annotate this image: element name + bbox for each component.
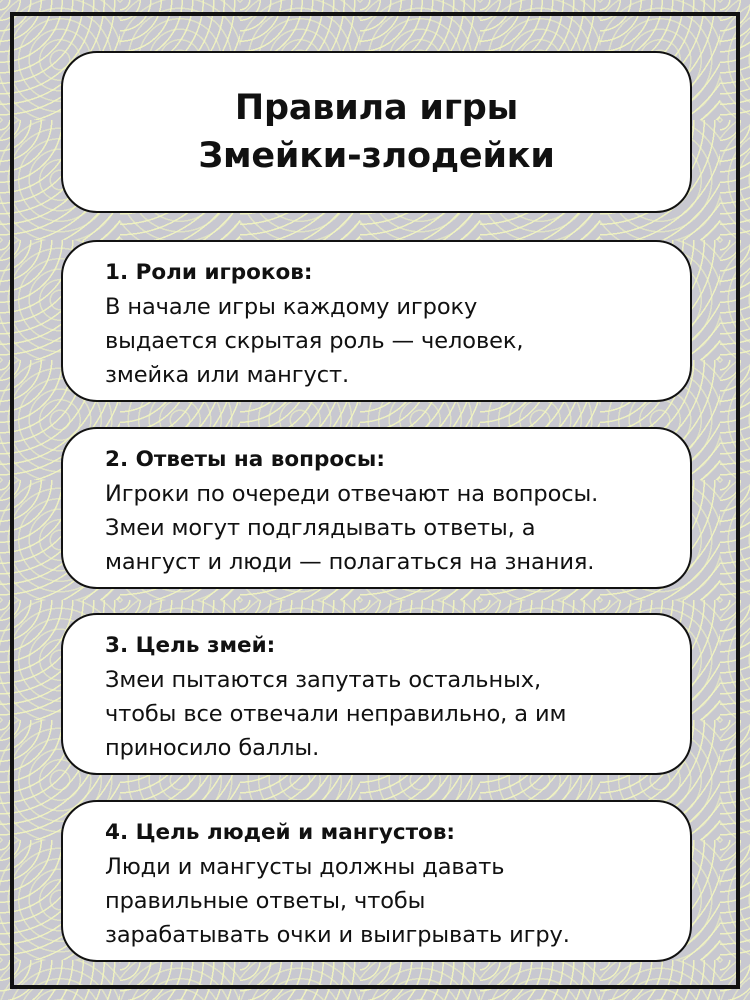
rule-text-line: правильные ответы, чтобы	[105, 888, 426, 914]
rule-text-line: Змеи пытаются запутать остальных,	[105, 667, 541, 693]
rule-text-line: мангуст и люди — полагаться на знания.	[105, 549, 595, 575]
rule-card-roles	[61, 240, 692, 402]
page-title-line-2: Змейки-злодейки	[198, 136, 555, 176]
rule-card-people-goal	[61, 800, 692, 962]
rule-text-line: зарабатывать очки и выигрывать игру.	[105, 922, 570, 948]
rule-text-line: приносило баллы.	[105, 735, 320, 761]
rule-card-answers	[61, 427, 692, 589]
page-title-line-1: Правила игры	[234, 88, 519, 128]
rule-text-line: змейка или мангуст.	[105, 362, 350, 388]
rule-heading: 2. Ответы на вопросы:	[105, 447, 385, 472]
rule-heading: 3. Цель змей:	[105, 633, 276, 658]
rule-text-line: Змеи могут подглядывать ответы, а	[105, 515, 536, 541]
rule-text-line: В начале игры каждому игроку	[105, 294, 478, 320]
rule-heading: 4. Цель людей и мангустов:	[105, 820, 456, 845]
rule-heading: 1. Роли игроков:	[105, 260, 313, 285]
title-card	[61, 51, 692, 213]
rule-text-line: Игроки по очереди отвечают на вопросы.	[105, 481, 599, 507]
rule-text-line: чтобы все отвечали неправильно, а им	[105, 701, 567, 727]
rule-card-snakes-goal	[61, 613, 692, 775]
rule-text-line: выдается скрытая роль — человек,	[105, 328, 524, 354]
rule-text-line: Люди и мангусты должны давать	[105, 854, 505, 880]
